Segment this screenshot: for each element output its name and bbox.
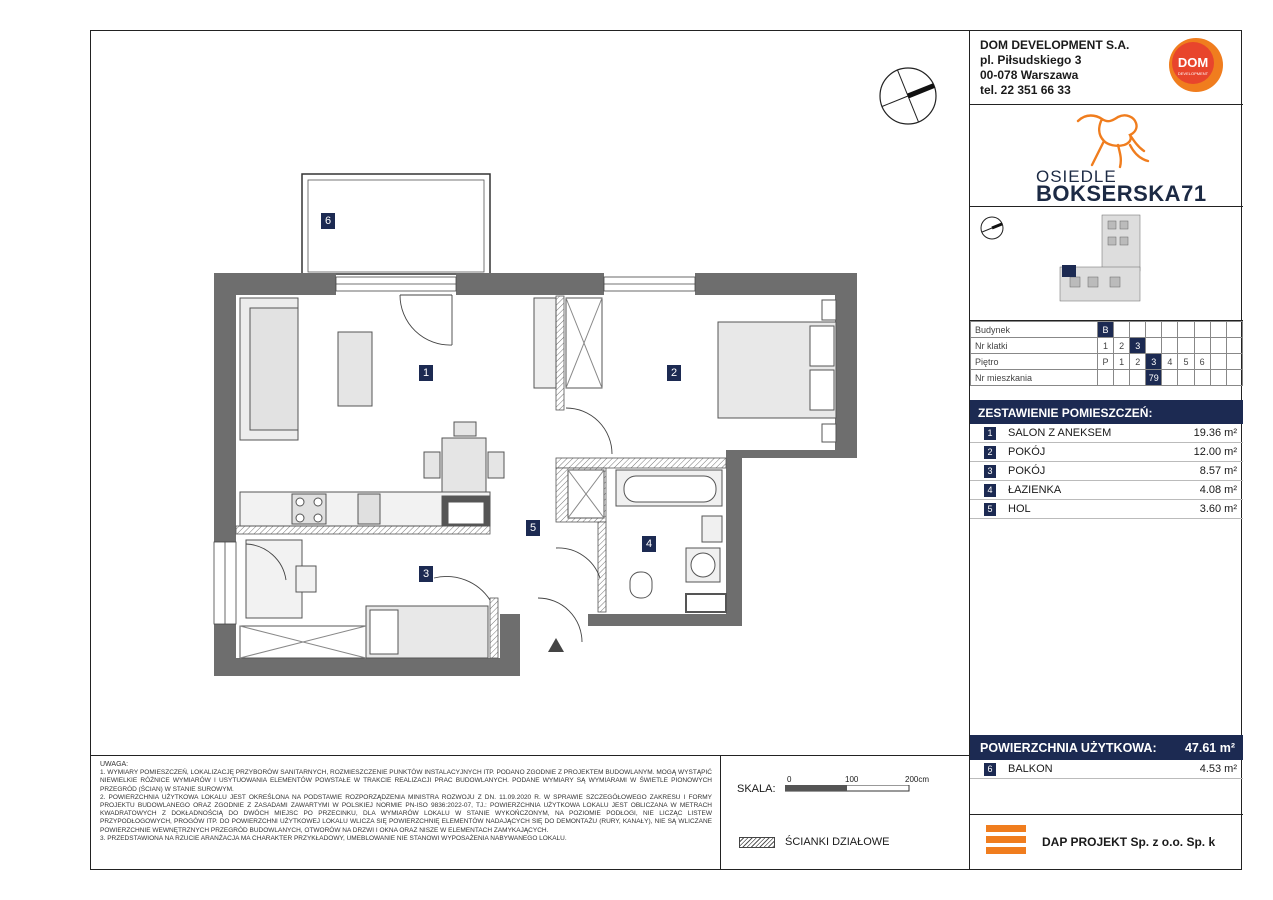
info-cell [1146, 322, 1162, 338]
info-cell [1162, 370, 1178, 386]
info-cell: 1 [1097, 338, 1113, 354]
room-row [970, 481, 1243, 500]
info-cell [1210, 338, 1226, 354]
room-area: 3.60 m² [1199, 503, 1237, 515]
room-row [970, 500, 1243, 519]
company-city: 00-078 Warszawa [980, 68, 1079, 82]
scale-tick: 0 [787, 775, 792, 784]
scale-label: SKALA: [737, 783, 776, 795]
scale-tick: 100 [845, 775, 859, 784]
room-label-2: 2 [667, 365, 681, 381]
room-num: 1 [984, 427, 996, 440]
room-name: POKÓJ [1008, 465, 1046, 477]
info-cell [1130, 370, 1146, 386]
total-area-value: 47.61 m² [1184, 741, 1235, 755]
logo-text: DOM [1177, 55, 1209, 70]
info-cell [1162, 338, 1178, 354]
scale-bar [785, 785, 911, 793]
company-name: DOM DEVELOPMENT S.A. [980, 38, 1130, 52]
info-cell [1210, 370, 1226, 386]
info-cell: P [1097, 354, 1113, 370]
scale-tick: 200cm [905, 775, 930, 784]
info-cell [1194, 370, 1210, 386]
info-cell [1162, 322, 1178, 338]
info-cell [1210, 354, 1226, 370]
info-cell [1146, 338, 1162, 354]
partition-wall-swatch [739, 837, 775, 848]
room-row [970, 424, 1243, 443]
company-phone: tel. 22 351 66 33 [980, 83, 1071, 97]
room-row [970, 462, 1243, 481]
scale-legend-section [720, 755, 969, 870]
legend-label: ŚCIANKI DZIAŁOWE [785, 836, 890, 848]
balcony-area: 4.53 m² [1199, 763, 1237, 775]
info-cell: 3 [1130, 338, 1146, 354]
room-label-6: 6 [321, 213, 335, 229]
key-plan [970, 207, 1243, 321]
info-cell [1114, 370, 1130, 386]
floor-plan-drawing [90, 30, 969, 755]
note-item: 2. POWIERZCHNIA UŻYTKOWA LOKALU JEST OKREŚLONA NA PODSTAWIE ROZPORZĄDZENIA MINISTRA ROZWOJU Z DN. 11.09.2020 R. W SPRAWIE SZCZEGÓŁOWEGO ZAKRESU I FORMY PROJEKTU BUDOWLANEGO ORAZ ZGODNIE Z ZASADAMI ZAWARTYMI W POLSKIEJ NORMIE PN-ISO 9836:2022-07, TJ.: POWIERZCHNIA UŻYTKOWA LOKALU JEST OBLICZANA W METRACH KWADRATOWYCH Z DOKŁADNOŚCIĄ DO DWÓCH MIEJSC PO PRZECINKU, DLA WYMIARÓW LOKALU W STANIE WYKOŃCZONYM, NA POZIOMIE PODŁOGI, NIE LICZĄC LISTEW PRZYPODŁOGOWYCH, PROGÓW ITP. DO POWIERZCHNI UŻYTKOWEJ LOKALU WLICZA SIĘ POWIERZCHNIĘ ELEMENTÓW NADAJĄCYCH SIĘ DO DEMONTAŻU (RURY, KANAŁY), NIE SĄ WLICZANE POWIERZCHNIE WEWNĘTRZNYCH PRZEGRÓD BUDOWLANYCH, OTWORÓW NA DRZWI I OKNA ORAZ NISZE W ELEMENTACH ZAMYKAJĄCYCH. [100, 793, 712, 834]
room-area: 4.08 m² [1199, 484, 1237, 496]
designer-block [970, 814, 1243, 870]
room-num: 3 [984, 465, 996, 478]
info-row [971, 322, 1243, 338]
side-panel [969, 30, 1242, 870]
info-cell [1114, 322, 1130, 338]
entrance-marker [548, 638, 564, 652]
room-name: ŁAZIENKA [1008, 484, 1062, 496]
info-row [971, 354, 1243, 370]
info-cell [1178, 338, 1194, 354]
north-compass [880, 68, 936, 124]
info-row [971, 338, 1243, 354]
info-cell: 2 [1114, 338, 1130, 354]
balcony-row [970, 760, 1243, 779]
info-cell [1226, 338, 1242, 354]
info-cell: 1 [1114, 354, 1130, 370]
note-item: 3. PRZEDSTAWIONA NA RZUCIE ARANŻACJA MA CHARAKTER PRZYKŁADOWY, UMEBLOWANIE NIE STANOWI WYPOSAŻENIA NABYWANEGO LOKALU. [100, 834, 567, 842]
dap-logo-icon [986, 825, 1026, 858]
notes-text [100, 761, 712, 843]
info-row [971, 370, 1243, 386]
project-line2: BOKSERSKA [1036, 181, 1182, 206]
rooms-heading: ZESTAWIENIE POMIESZCZEŃ: [970, 400, 1243, 424]
room-area: 19.36 m² [1193, 427, 1237, 439]
small-compass-icon [981, 217, 1003, 239]
dom-development-logo [1163, 36, 1229, 94]
info-cell [1097, 370, 1113, 386]
total-area-label: POWIERZCHNIA UŻYTKOWA: [980, 741, 1157, 755]
project-logo [970, 105, 1243, 207]
info-label: Nr mieszkania [971, 370, 1098, 386]
info-cell: 2 [1130, 354, 1146, 370]
total-area-bar [970, 735, 1243, 760]
info-cell [1226, 370, 1242, 386]
info-cell [1210, 322, 1226, 338]
balcony-num: 6 [984, 763, 996, 776]
info-cell [1178, 322, 1194, 338]
note-item: 1. WYMIARY POMIESZCZEŃ, LOKALIZACJĘ PRZYBORÓW SANITARNYCH, ROZMIESZCZENIE PUNKTÓW INSTALACYJNYCH ITP. PODANO ZGODNIE Z PROJEKTEM BUDOWLANYM. MOGĄ WYSTĄPIĆ NIEWIELKIE RÓŻNICE WYMIARÓW I USYTUOWANIA ELEMENTÓW POWSTAŁE W TRAKCIE REALIZACJI PRAC BUDOWLANYCH. PODANE WYMIARY SĄ WYMIARAMI W ŚWIETLE PIONOWYCH PRZEGRÓD (ŚCIAN) W STANIE SUROWYM. [100, 769, 712, 793]
floor-plan [90, 30, 969, 755]
info-cell: 5 [1178, 354, 1194, 370]
room-label-4: 4 [642, 536, 656, 552]
info-cell [1226, 354, 1242, 370]
info-cell: 79 [1146, 370, 1162, 386]
info-cell [1226, 322, 1242, 338]
info-cell: 4 [1162, 354, 1178, 370]
room-area: 12.00 m² [1193, 446, 1237, 458]
company-block [970, 30, 1243, 105]
balcony-name: BALKON [1008, 763, 1053, 775]
project-number: 71 [1181, 181, 1207, 206]
room-row [970, 443, 1243, 462]
room-area: 8.57 m² [1199, 465, 1237, 477]
info-cell: 6 [1194, 354, 1210, 370]
room-num: 2 [984, 446, 996, 459]
info-cell [1130, 322, 1146, 338]
info-label: Piętro [971, 354, 1098, 370]
designer-name: DAP PROJEKT Sp. z o.o. Sp. k [1042, 835, 1216, 849]
room-label-1: 1 [419, 365, 433, 381]
company-address: pl. Piłsudskiego 3 [980, 53, 1082, 67]
logo-subtext: DEVELOPMENT [1177, 71, 1209, 76]
info-label: Budynek [971, 322, 1098, 338]
room-label-5: 5 [526, 520, 540, 536]
apartment-highlight [1062, 265, 1076, 277]
room-name: HOL [1008, 503, 1031, 515]
rooms-list [970, 424, 1243, 519]
room-num: 4 [984, 484, 996, 497]
room-label-3: 3 [419, 566, 433, 582]
apartment-info-table [970, 321, 1243, 386]
info-cell: 3 [1146, 354, 1162, 370]
notes-heading: UWAGA: [100, 761, 129, 768]
info-label: Nr klatki [971, 338, 1098, 354]
info-cell [1194, 322, 1210, 338]
horse-icon [1072, 111, 1154, 173]
info-cell: B [1097, 322, 1113, 338]
room-name: POKÓJ [1008, 446, 1046, 458]
notes-section [90, 755, 720, 870]
room-name: SALON Z ANEKSEM [1008, 427, 1112, 439]
project-line1: OSIEDLE [1036, 167, 1117, 186]
info-cell [1178, 370, 1194, 386]
info-cell [1194, 338, 1210, 354]
room-num: 5 [984, 503, 996, 516]
key-plan-drawing [970, 207, 1243, 321]
